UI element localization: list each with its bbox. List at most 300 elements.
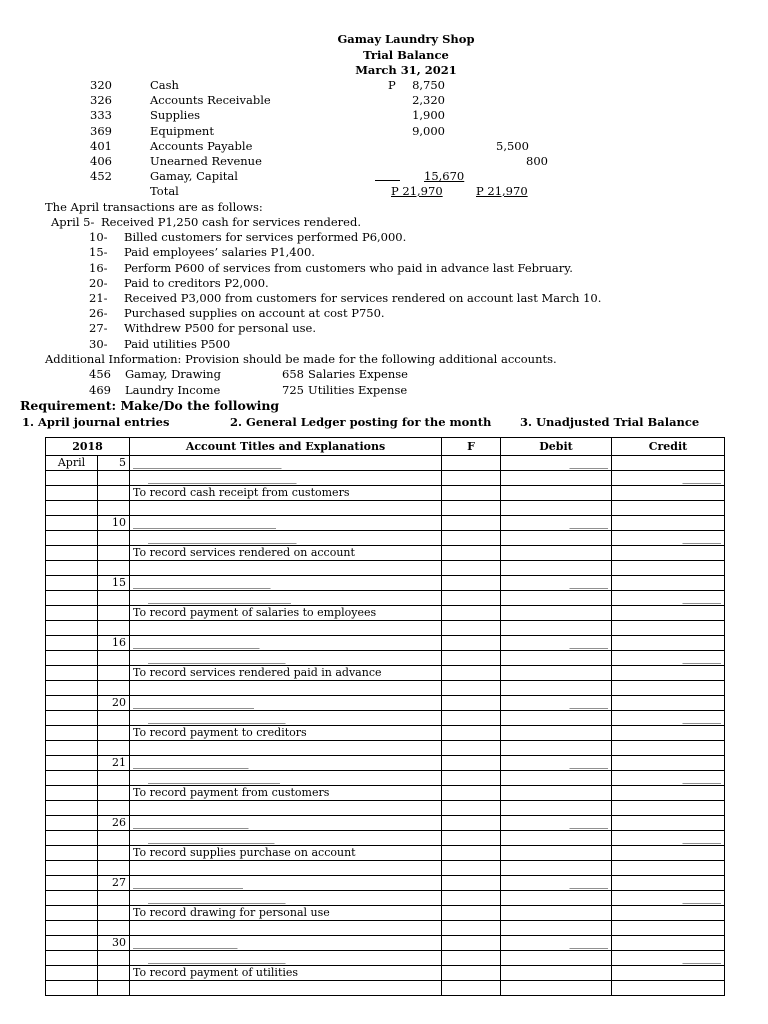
day-cell: [98, 501, 130, 516]
month-cell: [46, 891, 98, 906]
debit-cell: [501, 906, 612, 921]
day-cell: [98, 981, 130, 996]
account-cell: [130, 801, 442, 816]
credit-account-blank: ___________________________: [148, 471, 297, 484]
credit-cell: [612, 726, 725, 741]
month-cell: [46, 591, 98, 606]
debit-cell: [501, 531, 612, 546]
account-number: 333: [90, 108, 112, 123]
table-row: [46, 621, 725, 636]
month-cell: [46, 936, 98, 951]
account-cell: [130, 876, 442, 891]
debit-amount: 9,000: [412, 123, 445, 138]
month-cell: [46, 696, 98, 711]
credit-cell: [612, 981, 725, 996]
credit-cell: [612, 591, 725, 606]
debit-amount: 8,750: [412, 78, 445, 92]
column-header-credit: Credit: [612, 438, 725, 456]
day-cell: [98, 921, 130, 936]
debit-cell: [501, 786, 612, 801]
debit-cell: [501, 726, 612, 741]
credit-cell: [612, 456, 725, 471]
account-number: 369: [90, 123, 112, 138]
debit-cell: [501, 801, 612, 816]
credit-amount-blank: _______: [682, 531, 721, 544]
additional-account-no: 725: [282, 383, 304, 397]
debit-amount-blank: _______: [569, 696, 608, 709]
debit-cell: [501, 741, 612, 756]
credit-amount-blank: _______: [682, 891, 721, 904]
column-header-year: 2018: [46, 438, 130, 456]
table-row: [46, 726, 725, 741]
table-row: [46, 711, 725, 726]
additional-account-name: Laundry Income: [125, 383, 221, 397]
folio-cell: [442, 636, 501, 651]
debit-cell: [501, 546, 612, 561]
requirement-item: 3. Unadjusted Trial Balance: [520, 415, 700, 429]
company-name: Gamay Laundry Shop: [337, 32, 475, 46]
folio-cell: [442, 966, 501, 981]
table-row: [46, 546, 725, 561]
credit-cell: [612, 921, 725, 936]
credit-amount-blank: _______: [682, 471, 721, 484]
folio-cell: [442, 756, 501, 771]
debit-amount-blank: _______: [569, 636, 608, 649]
month-cell: [46, 786, 98, 801]
credit-cell: [612, 621, 725, 636]
entry-explanation: To record payment of salaries to employees: [133, 606, 377, 619]
day-cell: 5: [98, 456, 130, 471]
table-row: [46, 951, 725, 966]
day-cell: [98, 621, 130, 636]
day-cell: [98, 861, 130, 876]
account-cell: [130, 741, 442, 756]
table-row: [46, 651, 725, 666]
additional-account-no: 658: [282, 367, 304, 381]
credit-cell: [612, 936, 725, 951]
account-number: 320: [90, 78, 112, 92]
debit-account-blank: ___________________________: [133, 456, 282, 469]
credit-cell: [612, 501, 725, 516]
day-cell: [98, 651, 130, 666]
trial-balance-total-debit: P 21,970: [391, 184, 443, 198]
requirements-title: Requirement: Make/Do the following: [20, 398, 280, 413]
month-cell: [46, 741, 98, 756]
entry-explanation: To record payment of utilities: [133, 966, 299, 979]
account-title: Gamay, Capital: [150, 169, 238, 184]
debit-cell: [501, 846, 612, 861]
account-cell: [130, 486, 442, 501]
credit-account-blank: ________________________: [148, 771, 280, 784]
account-cell: [130, 696, 442, 711]
month-cell: [46, 561, 98, 576]
account-cell: [130, 561, 442, 576]
day-cell: 20: [98, 696, 130, 711]
debit-cell: [501, 966, 612, 981]
credit-amount-blank: _______: [682, 831, 721, 844]
table-row: [46, 831, 725, 846]
debit-cell: [501, 591, 612, 606]
credit-cell: [612, 741, 725, 756]
trial-balance-total-credit: P 21,970: [476, 184, 528, 198]
debit-account-blank: ______________________: [133, 696, 254, 709]
table-row: [46, 471, 725, 486]
credit-account-blank: _________________________: [148, 891, 286, 904]
transaction-date: 30-: [89, 336, 108, 351]
day-cell: [98, 846, 130, 861]
folio-cell: [442, 606, 501, 621]
account-cell: [130, 816, 442, 831]
day-cell: [98, 951, 130, 966]
transaction-text: Paid employees’ salaries P1,400.: [124, 245, 315, 260]
account-title: Supplies: [150, 108, 201, 123]
entry-explanation: To record supplies purchase on account: [133, 846, 356, 859]
account-cell: [130, 981, 442, 996]
account-cell: [130, 456, 442, 471]
day-cell: [98, 966, 130, 981]
account-cell: [130, 651, 442, 666]
day-cell: [98, 666, 130, 681]
account-cell: [130, 546, 442, 561]
account-cell: [130, 936, 442, 951]
account-cell: [130, 771, 442, 786]
day-cell: 15: [98, 576, 130, 591]
transaction-text: Purchased supplies on account at cost P750.: [124, 306, 385, 321]
debit-amount-blank: _______: [569, 756, 608, 769]
credit-cell: [612, 666, 725, 681]
debit-account-blank: ____________________: [133, 876, 243, 889]
table-row: [46, 906, 725, 921]
debit-cell: [501, 861, 612, 876]
folio-cell: [442, 906, 501, 921]
transaction-date: 16-: [89, 260, 108, 275]
column-header-folio: F: [442, 438, 501, 456]
credit-cell: [612, 636, 725, 651]
table-row: [46, 771, 725, 786]
folio-cell: [442, 516, 501, 531]
table-row: [46, 576, 725, 591]
account-number: 326: [90, 93, 112, 108]
day-cell: [98, 891, 130, 906]
credit-cell: [612, 846, 725, 861]
day-cell: 21: [98, 756, 130, 771]
credit-cell: [612, 696, 725, 711]
credit-cell: [612, 471, 725, 486]
credit-cell: [612, 756, 725, 771]
transaction-date: April 5-: [51, 215, 95, 229]
account-cell: [130, 606, 442, 621]
debit-cell: [501, 936, 612, 951]
month-cell: [46, 546, 98, 561]
debit-cell: [501, 681, 612, 696]
credit-cell: [612, 906, 725, 921]
additional-intro: Additional Information: Provision should be made for the following additional accounts.: [45, 352, 557, 366]
debit-cell: [501, 951, 612, 966]
additional-account-name: Gamay, Drawing: [125, 367, 221, 381]
debit-amount-blank: _______: [569, 876, 608, 889]
table-row: [46, 876, 725, 891]
debit-account-blank: _____________________: [133, 816, 249, 829]
credit-account-blank: __________________________: [148, 591, 291, 604]
credit-cell: [612, 516, 725, 531]
folio-cell: [442, 666, 501, 681]
credit-account-blank: ___________________________: [148, 531, 297, 544]
month-cell: [46, 666, 98, 681]
debit-cell: [501, 576, 612, 591]
folio-cell: [442, 741, 501, 756]
day-cell: [98, 711, 130, 726]
debit-cell: [501, 891, 612, 906]
debit-cell: [501, 621, 612, 636]
table-row: [46, 636, 725, 651]
credit-cell: [612, 861, 725, 876]
account-cell: [130, 891, 442, 906]
day-cell: [98, 726, 130, 741]
day-cell: 16: [98, 636, 130, 651]
credit-account-blank: _______________________: [148, 831, 275, 844]
day-cell: [98, 786, 130, 801]
day-cell: [98, 771, 130, 786]
month-cell: [46, 921, 98, 936]
account-title: Equipment: [150, 123, 214, 138]
debit-cell: [501, 666, 612, 681]
credit-amount-blank: _______: [682, 771, 721, 784]
account-cell: [130, 831, 442, 846]
debit-cell: [501, 636, 612, 651]
additional-account-no: 456: [89, 367, 111, 381]
account-cell: [130, 621, 442, 636]
table-row: [46, 921, 725, 936]
folio-cell: [442, 726, 501, 741]
day-cell: [98, 681, 130, 696]
column-header-account: Account Titles and Explanations: [130, 438, 442, 456]
table-row: [46, 591, 725, 606]
folio-cell: [442, 471, 501, 486]
day-cell: 30: [98, 936, 130, 951]
additional-account-name: Utilities Expense: [308, 383, 408, 397]
table-row: [46, 696, 725, 711]
folio-cell: [442, 501, 501, 516]
folio-cell: [442, 771, 501, 786]
table-row: [46, 606, 725, 621]
account-cell: [130, 756, 442, 771]
credit-account-blank: _________________________: [148, 711, 286, 724]
table-row: [46, 801, 725, 816]
account-cell: [130, 591, 442, 606]
account-cell: [130, 666, 442, 681]
account-cell: [130, 471, 442, 486]
day-cell: [98, 831, 130, 846]
credit-cell: [612, 876, 725, 891]
table-row: [46, 846, 725, 861]
folio-cell: [442, 696, 501, 711]
table-row: [46, 786, 725, 801]
table-row: [46, 891, 725, 906]
table-row: [46, 681, 725, 696]
month-cell: [46, 651, 98, 666]
table-row: [46, 936, 725, 951]
table-row: [46, 741, 725, 756]
day-cell: [98, 471, 130, 486]
month-cell: [46, 531, 98, 546]
day-cell: [98, 591, 130, 606]
credit-amount: 5,500: [496, 138, 529, 153]
credit-amount-blank: _______: [682, 651, 721, 664]
day-cell: [98, 906, 130, 921]
transaction-text: Paid utilities P500: [124, 336, 231, 351]
debit-account-blank: __________________________: [133, 516, 276, 529]
credit-amount-blank: _______: [682, 711, 721, 724]
folio-cell: [442, 576, 501, 591]
day-cell: [98, 561, 130, 576]
account-cell: [130, 966, 442, 981]
month-cell: [46, 846, 98, 861]
month-cell: [46, 471, 98, 486]
debit-cell: [501, 561, 612, 576]
credit-cell: [612, 606, 725, 621]
entry-explanation: To record services rendered on account: [133, 546, 355, 559]
account-cell: [130, 576, 442, 591]
transaction-date: 26-: [89, 306, 108, 321]
month-cell: [46, 801, 98, 816]
table-row: [46, 756, 725, 771]
debit-cell: [501, 516, 612, 531]
account-cell: [130, 516, 442, 531]
debit-cell: [501, 816, 612, 831]
debit-cell: [501, 756, 612, 771]
entry-explanation: To record payment from customers: [133, 786, 330, 799]
credit-cell: [612, 651, 725, 666]
folio-cell: [442, 831, 501, 846]
transaction-date: 15-: [89, 245, 108, 260]
month-cell: [46, 486, 98, 501]
day-cell: [98, 486, 130, 501]
credit-cell: [612, 831, 725, 846]
account-title: Unearned Revenue: [150, 154, 262, 168]
account-title: Accounts Payable: [150, 138, 253, 153]
account-cell: [130, 861, 442, 876]
debit-amount-blank: _______: [569, 816, 608, 829]
month-cell: April: [46, 456, 98, 471]
transaction-text: Perform P600 of services from customers who paid in advance last February.: [124, 260, 573, 275]
folio-cell: [442, 561, 501, 576]
month-cell: [46, 621, 98, 636]
debit-cell: [501, 501, 612, 516]
table-row: [46, 531, 725, 546]
transaction-date: 27-: [89, 321, 108, 336]
account-cell: [130, 786, 442, 801]
month-cell: [46, 501, 98, 516]
debit-account-blank: _______________________: [133, 636, 260, 649]
journal-table: [45, 437, 725, 996]
debit-cell: [501, 921, 612, 936]
report-title: Trial Balance: [363, 48, 449, 62]
debit-account-blank: _________________________: [133, 576, 271, 589]
credit-cell: [612, 786, 725, 801]
account-cell: [130, 921, 442, 936]
table-row: [46, 666, 725, 681]
transaction-date: 20-: [89, 275, 108, 290]
credit-cell: [612, 576, 725, 591]
day-cell: 10: [98, 516, 130, 531]
account-cell: [130, 906, 442, 921]
debit-cell: [501, 651, 612, 666]
debit-cell: [501, 606, 612, 621]
requirement-item: 1. April journal entries: [22, 415, 170, 429]
day-cell: 27: [98, 876, 130, 891]
credit-cell: [612, 486, 725, 501]
folio-cell: [442, 786, 501, 801]
debit-amount: 2,320: [412, 93, 445, 108]
debit-cell: [501, 471, 612, 486]
month-cell: [46, 726, 98, 741]
credit-cell: [612, 816, 725, 831]
debit-amount-blank: _______: [569, 516, 608, 529]
day-cell: 26: [98, 816, 130, 831]
credit-account-blank: _________________________: [148, 651, 286, 664]
table-row: [46, 486, 725, 501]
folio-cell: [442, 546, 501, 561]
credit-cell: [612, 801, 725, 816]
month-cell: [46, 966, 98, 981]
debit-account-blank: _____________________: [133, 756, 249, 769]
account-number: 401: [90, 138, 112, 153]
month-cell: [46, 906, 98, 921]
month-cell: [46, 831, 98, 846]
transaction-text: Billed customers for services performed P6,000.: [124, 230, 407, 245]
day-cell: [98, 801, 130, 816]
folio-cell: [442, 846, 501, 861]
transaction-text: Paid to creditors P2,000.: [124, 275, 269, 290]
credit-amount-blank: _______: [682, 951, 721, 964]
folio-cell: [442, 861, 501, 876]
report-date: March 31, 2021: [355, 63, 457, 77]
credit-cell: [612, 561, 725, 576]
account-cell: [130, 636, 442, 651]
additional-account-no: 469: [89, 383, 111, 397]
account-cell: [130, 531, 442, 546]
transaction-date: 10-: [89, 230, 108, 245]
debit-cell: [501, 876, 612, 891]
transaction-date: 21-: [89, 291, 108, 305]
table-row: [46, 501, 725, 516]
month-cell: [46, 981, 98, 996]
folio-cell: [442, 486, 501, 501]
month-cell: [46, 771, 98, 786]
credit-amount: 15,670: [424, 169, 465, 184]
entry-explanation: To record cash receipt from customers: [133, 486, 350, 499]
month-cell: [46, 876, 98, 891]
day-cell: [98, 606, 130, 621]
day-cell: [98, 531, 130, 546]
folio-cell: [442, 711, 501, 726]
account-cell: [130, 846, 442, 861]
account-cell: [130, 681, 442, 696]
folio-cell: [442, 456, 501, 471]
month-cell: [46, 816, 98, 831]
debit-cell: [501, 711, 612, 726]
credit-cell: [612, 681, 725, 696]
folio-cell: [442, 936, 501, 951]
table-row: [46, 861, 725, 876]
column-header-debit: Debit: [501, 438, 612, 456]
transaction-text: Withdrew P500 for personal use.: [124, 321, 317, 336]
folio-cell: [442, 621, 501, 636]
month-cell: [46, 756, 98, 771]
debit-amount: 1,900: [412, 108, 445, 123]
folio-cell: [442, 801, 501, 816]
credit-amount-blank: _______: [682, 591, 721, 604]
